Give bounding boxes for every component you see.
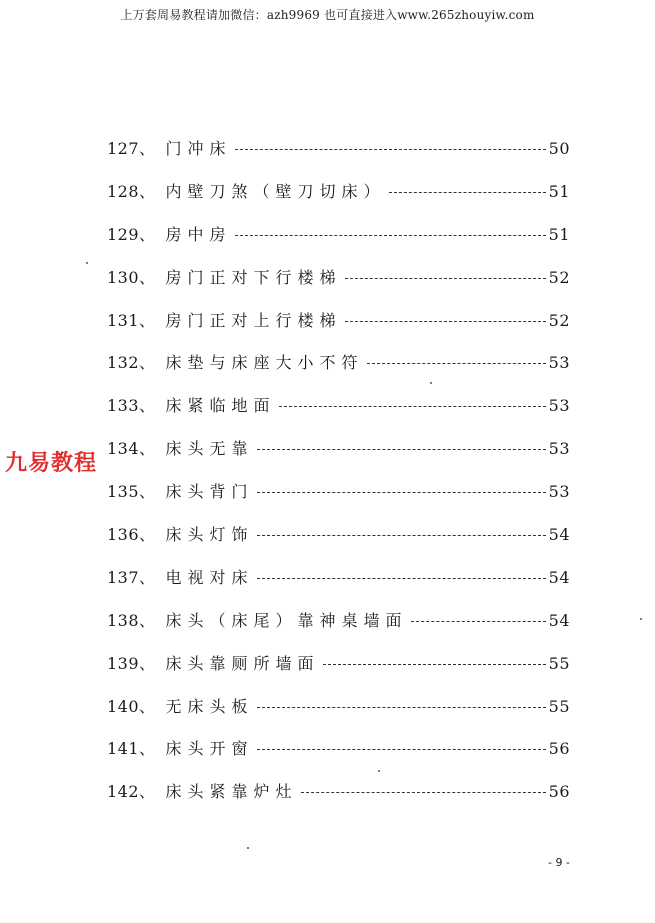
- toc-entry[interactable]: [107, 350, 570, 393]
- scan-speck: [640, 618, 642, 620]
- toc-entry-page: 54: [548, 610, 570, 630]
- toc-entry[interactable]: [107, 565, 570, 608]
- toc-entry-page: 56: [548, 739, 570, 759]
- toc-entry-number: 141、: [107, 739, 156, 759]
- toc-entry-title: 房门正对下行楼梯: [165, 267, 342, 287]
- toc-entry-number: 140、: [107, 696, 156, 716]
- toc-entry-title: 房中房: [165, 224, 232, 244]
- toc-dot-leader: [279, 406, 546, 407]
- toc-entry[interactable]: [107, 179, 570, 222]
- table-of-contents: [107, 136, 570, 822]
- toc-entry[interactable]: [107, 136, 570, 179]
- watermark-logo: 九易教程: [5, 451, 98, 476]
- toc-dot-leader: [389, 192, 546, 193]
- toc-entry-number: 136、: [107, 525, 156, 545]
- toc-entry-page: 53: [548, 353, 570, 373]
- toc-dot-leader: [301, 792, 546, 793]
- toc-entry[interactable]: [107, 308, 570, 351]
- toc-dot-leader: [235, 149, 546, 150]
- toc-entry-page: 53: [548, 439, 570, 459]
- toc-entry-number: 130、: [107, 267, 156, 287]
- toc-entry[interactable]: [107, 522, 570, 565]
- toc-dot-leader: [323, 664, 546, 665]
- toc-dot-leader: [257, 578, 546, 579]
- toc-entry-title: 内壁刀煞（壁刀切床）: [165, 181, 386, 201]
- toc-entry-page: 54: [548, 567, 570, 587]
- toc-entry[interactable]: [107, 479, 570, 522]
- toc-entry-number: 135、: [107, 482, 156, 502]
- toc-entry[interactable]: [107, 694, 570, 737]
- toc-entry-title: 床垫与床座大小不符: [165, 353, 364, 373]
- page-number: - 9 -: [548, 856, 570, 869]
- toc-entry-page: 52: [548, 310, 570, 330]
- toc-entry-page: 53: [548, 482, 570, 502]
- toc-entry-title: 床头紧靠炉灶: [165, 782, 298, 802]
- toc-entry[interactable]: [107, 393, 570, 436]
- toc-dot-leader: [257, 707, 546, 708]
- toc-entry[interactable]: [107, 265, 570, 308]
- toc-entry-number: 134、: [107, 439, 156, 459]
- toc-dot-leader: [257, 749, 546, 750]
- toc-dot-leader: [345, 321, 546, 322]
- toc-entry-number: 128、: [107, 181, 156, 201]
- toc-entry-number: 137、: [107, 567, 156, 587]
- toc-entry-number: 127、: [107, 139, 156, 158]
- toc-entry-page: 56: [548, 782, 570, 802]
- toc-entry-title: 床头开窗: [165, 739, 254, 759]
- toc-entry-number: 138、: [107, 610, 156, 630]
- toc-dot-leader: [235, 235, 546, 236]
- toc-entry-title: 床紧临地面: [165, 396, 276, 416]
- scan-speck: [247, 847, 249, 849]
- toc-entry[interactable]: [107, 436, 570, 479]
- toc-dot-leader: [257, 492, 546, 493]
- toc-entry-title: 电视对床: [165, 567, 254, 587]
- scan-speck: [430, 382, 432, 384]
- scan-speck: [378, 770, 380, 772]
- toc-entry-page: 55: [548, 696, 570, 716]
- header-note: 上万套周易教程请加微信：azh9969 也可直接进入www.265zhouyiw.com: [120, 8, 535, 22]
- toc-entry-title: 床头靠厕所墙面: [165, 653, 320, 673]
- toc-entry-title: 门冲床: [165, 139, 232, 158]
- toc-dot-leader: [257, 535, 546, 536]
- toc-dot-leader: [411, 621, 546, 622]
- toc-entry-title: 房门正对上行楼梯: [165, 310, 342, 330]
- toc-dot-leader: [367, 363, 546, 364]
- toc-entry-title: 床头无靠: [165, 439, 254, 459]
- toc-entry[interactable]: [107, 222, 570, 265]
- toc-entry-page: 52: [548, 267, 570, 287]
- toc-entry-page: 53: [548, 396, 570, 416]
- toc-entry-number: 131、: [107, 310, 156, 330]
- toc-entry-number: 139、: [107, 653, 156, 673]
- toc-entry-number: 133、: [107, 396, 156, 416]
- toc-entry-page: 51: [548, 224, 570, 244]
- toc-entry-title: 床头（床尾）靠神桌墙面: [165, 610, 408, 630]
- toc-entry-page: 50: [548, 139, 570, 158]
- toc-dot-leader: [345, 278, 546, 279]
- toc-entry-number: 129、: [107, 224, 156, 244]
- toc-dot-leader: [257, 449, 546, 450]
- scan-speck: [86, 262, 88, 264]
- toc-entry-title: 床头灯饰: [165, 525, 254, 545]
- toc-entry-title: 床头背门: [165, 482, 254, 502]
- toc-entry[interactable]: [107, 736, 570, 779]
- toc-entry-page: 51: [548, 181, 570, 201]
- toc-entry-page: 54: [548, 525, 570, 545]
- toc-entry[interactable]: [107, 608, 570, 651]
- toc-entry-number: 132、: [107, 353, 156, 373]
- toc-entry[interactable]: [107, 651, 570, 694]
- toc-entry-title: 无床头板: [165, 696, 254, 716]
- toc-entry[interactable]: [107, 779, 570, 822]
- toc-entry-number: 142、: [107, 782, 156, 802]
- toc-entry-page: 55: [548, 653, 570, 673]
